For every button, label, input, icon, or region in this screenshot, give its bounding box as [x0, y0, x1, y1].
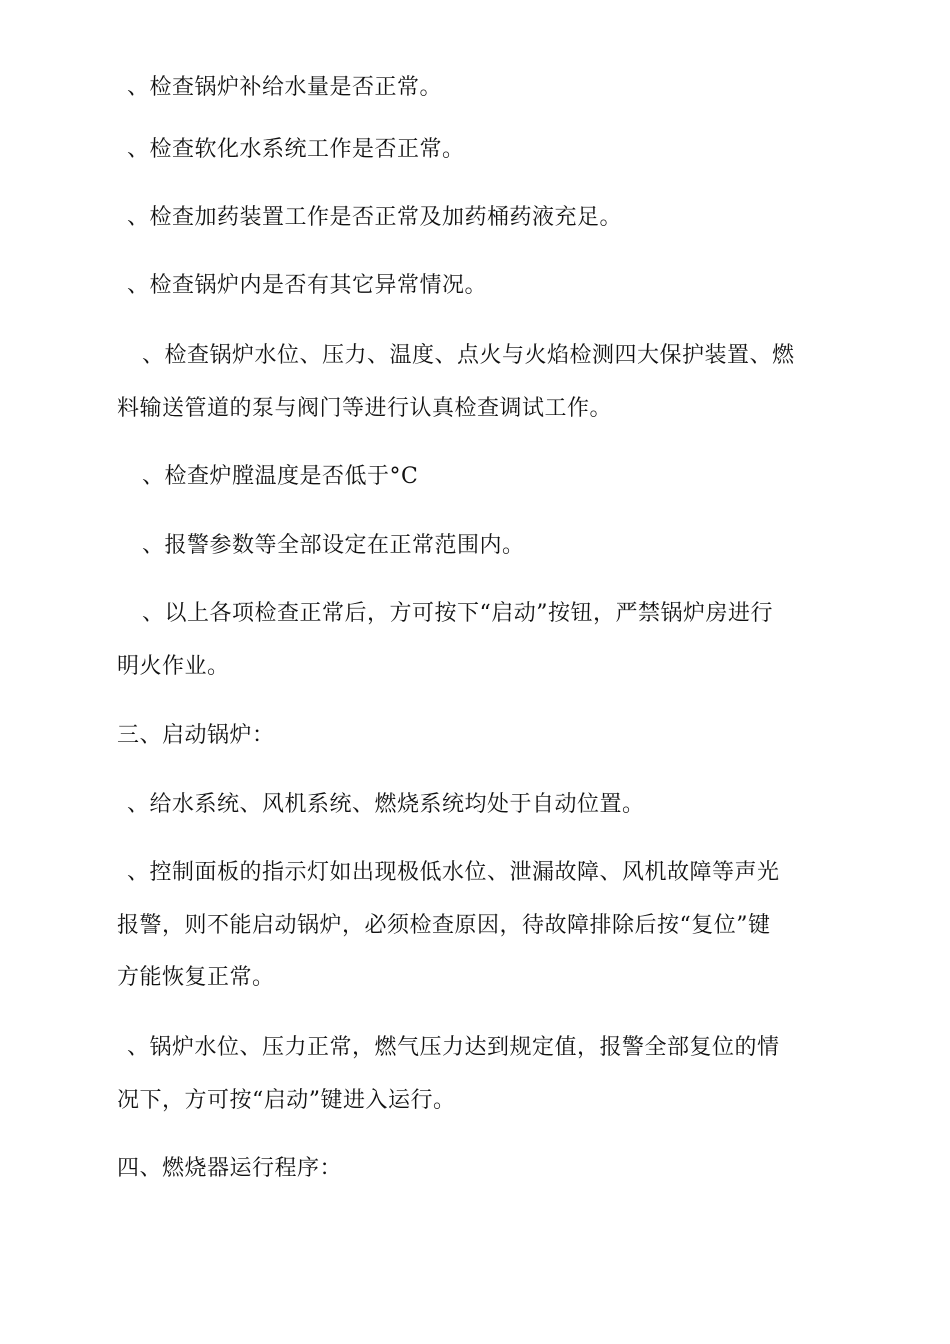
paragraph-start-button-line2: 明火作业。: [117, 654, 230, 679]
paragraph-alarm-params: 、报警参数等全部设定在正常范围内。: [142, 533, 525, 558]
paragraph-auto-position: 、给水系统、风机系统、燃烧系统均处于自动位置。: [127, 792, 645, 817]
paragraph-check-feedwater: 、检查锅炉补给水量是否正常。: [127, 75, 443, 100]
paragraph-run-line1: 、锅炉水位、压力正常，燃气压力达到规定值，报警全部复位的情: [127, 1035, 780, 1060]
paragraph-check-abnormal: 、检查锅炉内是否有其它异常情况。: [127, 273, 488, 298]
paragraph-check-protection-line1: 、检查锅炉水位、压力、温度、点火与火焰检测四大保护装置、燃: [142, 343, 795, 368]
paragraph-control-panel-line3: 方能恢复正常。: [117, 965, 275, 990]
paragraph-check-furnace-temp: 、检查炉膛温度是否低于°C: [142, 464, 419, 489]
paragraph-check-softened-water: 、检查软化水系统工作是否正常。: [127, 137, 465, 162]
paragraph-control-panel-line1: 、控制面板的指示灯如出现极低水位、泄漏故障、风机故障等声光: [127, 860, 780, 885]
paragraph-check-dosing: 、检查加药装置工作是否正常及加药桶药液充足。: [127, 205, 623, 230]
paragraph-control-panel-line2: 报警，则不能启动锅炉，必须检查原因，待故障排除后按“复位”键: [117, 913, 771, 938]
section-heading-start-boiler: 三、启动锅炉：: [117, 723, 275, 748]
paragraph-check-protection-line2: 料输送管道的泵与阀门等进行认真检查调试工作。: [117, 396, 613, 421]
paragraph-start-button-line1: 、以上各项检查正常后，方可按下“启动”按钮，严禁锅炉房进行: [142, 601, 773, 626]
paragraph-run-line2: 况下，方可按“启动”键进入运行。: [117, 1088, 456, 1113]
section-heading-burner-program: 四、燃烧器运行程序：: [117, 1156, 343, 1181]
